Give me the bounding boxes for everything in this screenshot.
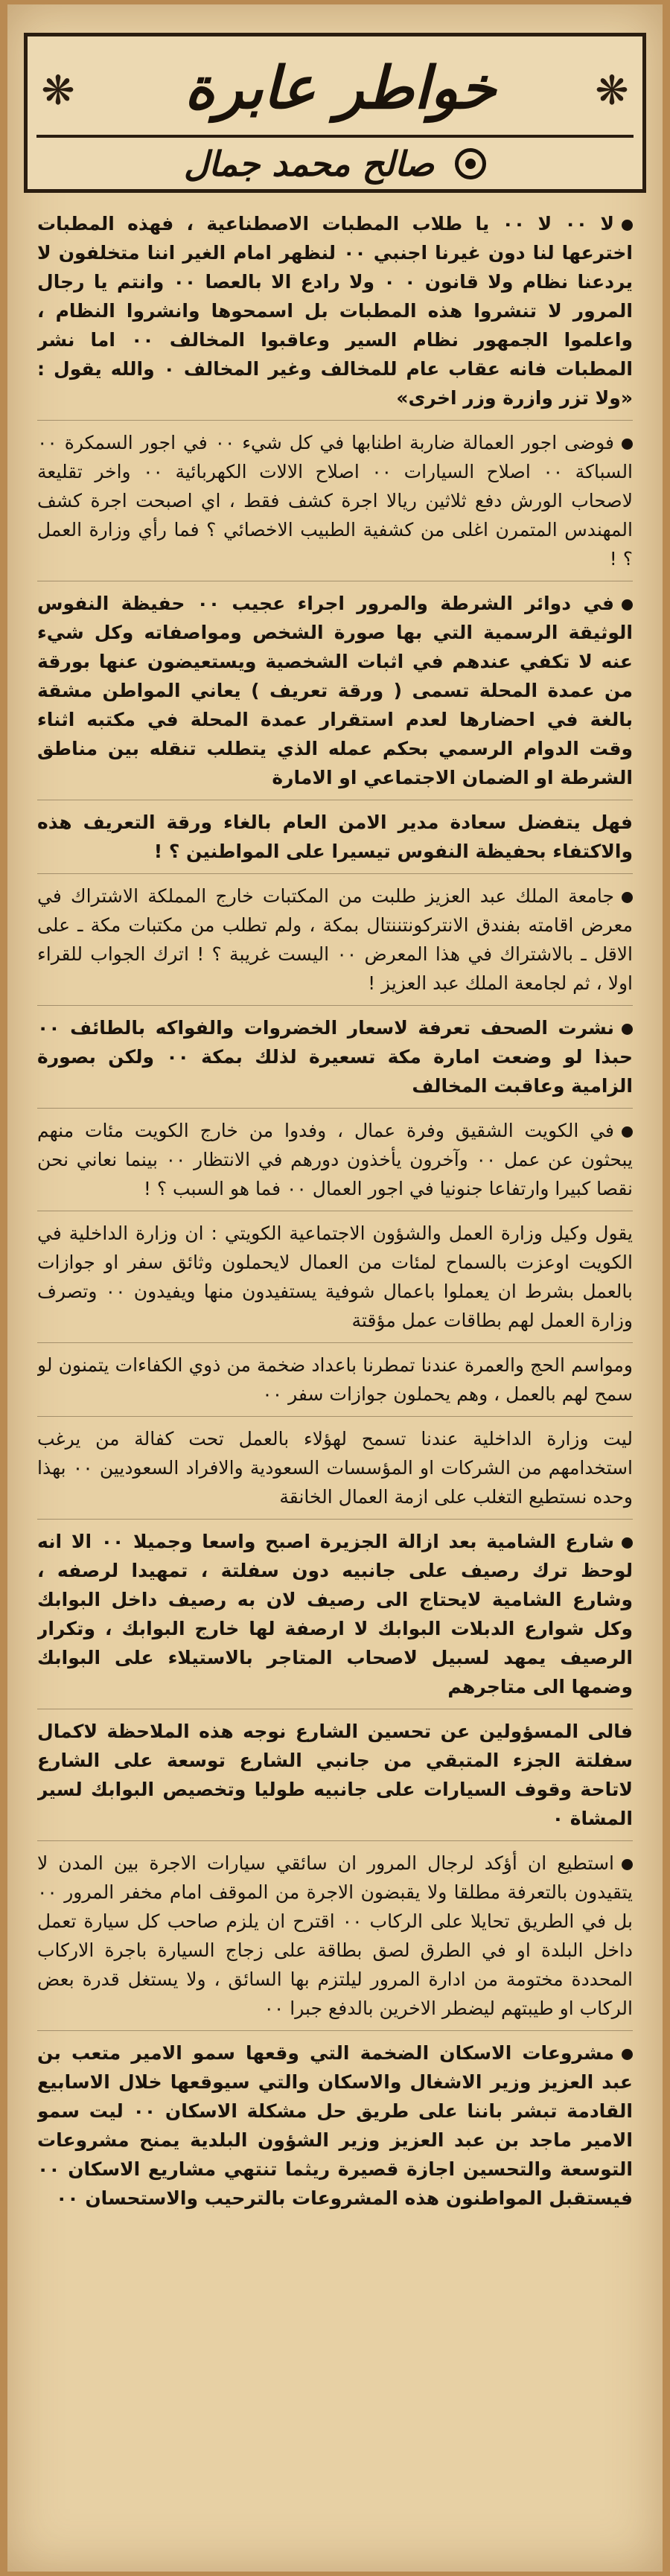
paragraph [37, 428, 633, 573]
article-body [37, 209, 633, 2540]
bullet-icon [622, 220, 633, 231]
paragraph-text: شارع الشامية بعد ازالة الجزيرة اصبح واسعا وجميلا ٠٠ الا انه لوحظ ترك رصيف على جانبيه دون سفلتة ، تمهيدا لرصفه ، وشارع الشامية لايحتاج الى رصيف لان به رصيف داخل البوابك وكل شوارع الدبلات البوابك لا ارصفة لها خارج البوابك ، وتكرار الرصيف يمهد لسبيل لاصحاب المتاجر بالاستيلاء على البوابك وضمها الى متاجرهم [37, 1531, 633, 1697]
title-box [87, 44, 593, 133]
paragraph-text: فوضى اجور العمالة ضاربة اطنابها في كل شيء ٠٠ في اجور السمكرة ٠٠ السباكة ٠٠ اصلاح السيارات ٠٠ اصلاح الالات الكهربائية ٠٠ واخر تقليعة لاصحاب الورش دفع ثلاثين ريالا اجرة كشف فقط ، اي اصبحت اجرة كشف المهندس المتمرن اغلى من كشفية الطبيب الاخصائي ؟ فما رأي وزارة العمل ؟ ! [37, 432, 633, 570]
paragraph [37, 1527, 633, 1701]
bullet-icon [622, 1024, 633, 1035]
paragraph-text: يقول وكيل وزارة العمل والشؤون الاجتماعية الكويتي : ان وزارة الداخلية في الكويت اوعزت بالسماح لمئات من العمال لايحملون وثائق سفر او جوازات بالعمل بشرط ان يعملوا باعمال شوفية يستفيدون منها ويفيدون ٠٠ وتصرف وزارة العمل لهم بطاقات عمل مؤقتة [37, 1222, 633, 1331]
paragraph-separator [37, 1005, 633, 1006]
ornament-icon: ❋ [595, 67, 629, 114]
author-name: صالح محمد جمال [183, 144, 435, 184]
header-divider [36, 135, 634, 138]
paragraph-text: جامعة الملك عبد العزيز طلبت من المكتبات خارج المملكة الاشتراك في معرض اقامته بفندق الانتركونتننتال بمكة ، ولم تطلب من مكتبات مكة ـ على الاقل ـ بالاشتراك في هذا المعرض ٠٠ اليست غريبة ؟ ! اترك الجواب للقراء اولا ، ثم لجامعة الملك عبد العزيز ! [37, 885, 633, 994]
paragraph-separator [37, 873, 633, 874]
paragraph [37, 1116, 633, 1203]
bullet-icon [622, 439, 633, 450]
paragraph-separator [37, 1108, 633, 1109]
paragraph-separator [37, 1342, 633, 1343]
paragraph [37, 1849, 633, 2023]
bullet-icon [622, 1126, 633, 1138]
column-header [24, 33, 646, 193]
paragraph-separator [37, 1416, 633, 1417]
paragraph [37, 1424, 633, 1511]
paragraph-text: مشروعات الاسكان الضخمة التي وقعها سمو الامير متعب بن عبد العزيز وزير الاشغال والاسكان والتي سيوقعها خلال الاسابيع القادمة تبشر باننا على طريق حل مشكلة الاسكان ٠٠ ليت سمو الامير ماجد بن عبد العزيز وزير الشؤون البلدية يمنح مشروعات التوسعة والتحسين اجازة قصيرة ريثما تنتهي مشاريع الاسكان ٠٠ فيستقبل المواطنون هذه المشروعات بالترحيب والاستحسان ٠٠ [37, 2042, 633, 2209]
paragraph [37, 808, 633, 866]
paragraph-separator [37, 1840, 633, 1841]
paragraph-text: نشرت الصحف تعرفة لاسعار الخضروات والفواكه بالطائف ٠٠ حبذا لو وضعت امارة مكة تسعيرة لذلك بمكة ٠٠ ولكن بصورة الزامية وعاقبت المخالف [37, 1017, 633, 1097]
paragraph [37, 1351, 633, 1409]
newspaper-clipping [7, 4, 663, 2572]
paragraph-text: لا ٠٠ لا ٠٠ يا طلاب المطبات الاصطناعية ، فهذه المطبات اخترعها لنا دون غيرنا اجنبي ٠٠ لنظهر امام الغير اننا متخلفون لا يردعنا نظام ولا قانون ٠ ٠ ولا رادع الا بالعصا ٠٠ وانتم يا رجال المرور لا تنشروا هذه المطبات بل اسمحوها وانشروا النظام ، واعلموا الجمهور نظام السير وعاقبوا المخالف ٠٠ اما نشر المطبات فانه عقاب عام للمخالف وغير المخالف ٠ والله يقول : «ولا تزر وازرة وزر اخرى» [37, 213, 633, 409]
paragraph-text: ومواسم الحج والعمرة عندنا تمطرنا باعداد ضخمة من ذوي الكفاءات يتمنون لو سمح لهم بالعمل ، وهم يحملون جوازات سفر ٠٠ [37, 1354, 633, 1405]
paragraph [37, 1013, 633, 1100]
paragraph-text: في الكويت الشقيق وفرة عمال ، وفدوا من خارج الكويت مئات منهم يبحثون عن عمل ٠٠ وآخرون يأخذون دورهم في الانتظار ٠٠ بينما نعاني نحن نقصا كبيرا وارتفاعا جنونيا في اجور العمال ٠٠ فما هو السبب ؟ ! [37, 1120, 633, 1199]
column-title: خواطر عابرة [184, 55, 497, 122]
paragraph-text: ليت وزارة الداخلية عندنا تسمح لهؤلاء بالعمل تحت كفالة من يرغب استخدامهم من الشركات او المؤسسات السعودية والافراد السعوديين ٠٠ بهذا وحده نستطيع التغلب على ازمة العمال الخانقة [37, 1428, 633, 1508]
paragraph [37, 209, 633, 412]
paragraph [37, 881, 633, 998]
paragraph [37, 1717, 633, 1833]
paragraph [37, 1219, 633, 1335]
paragraph-text: فهل يتفضل سعادة مدير الامن العام بالغاء ورقة التعريف هذه والاكتفاء بحفيظة النفوس تيسيرا على المواطنين ؟ ! [37, 812, 633, 862]
byline [28, 141, 642, 187]
bullet-icon [622, 599, 633, 610]
paragraph-text: استطيع ان أؤكد لرجال المرور ان سائقي سيارات الاجرة بين المدن لا يتقيدون بالتعرفة مطلقا ولا يقبضون الاجرة من الموقف امام مخفر المرور ٠٠ بل في الطريق تحايلا على الركاب ٠٠ اقترح ان يلزم صاحب كل سيارة تعمل داخل البلدة او في الطرق لصق بطاقة على زجاج السيارة باجرة الاركاب المحددة مختومة من ادارة المرور ليلتزم بها السائق ، ولا يستغل قدرة بعض الركاب او طيبتهم ليضطر الاخرين بالدفع جبرا ٠٠ [37, 1852, 633, 2019]
bullet-icon [622, 2049, 633, 2060]
bullet-icon [622, 1859, 633, 1870]
paragraph [37, 589, 633, 792]
paragraph-separator [37, 1519, 633, 1520]
ornament-icon: ❋ [41, 67, 75, 114]
emblem-icon [455, 148, 486, 179]
paragraph-text: فالى المسؤولين عن تحسين الشارع نوجه هذه الملاحظة لاكمال سفلتة الجزء المتبقي من جانبي الشارع توسعة على الشارع لاتاحة وقوف السيارات على جانبيه طوليا وتخصيص البوابك لسير المشاة ٠ [37, 1721, 633, 1829]
bullet-icon [622, 1537, 633, 1549]
paragraph-text: في دوائر الشرطة والمرور اجراء عجيب ٠٠ حفيظة النفوس الوثيقة الرسمية التي بها صورة الشخص ومواصفاته وكل شيء عنه لا تكفي عندهم في اثبات الشخصية ويستعيضون عنها بورقة من عمدة المحلة تسمى ( ورقة تعريف ) يعاني المواطن مشقة بالغة في احضارها لعدم استقرار عمدة المحلة في مكتبه اثناء وقت الدوام الرسمي بحكم عمله الذي يتطلب تنقله بين مناطق الشرطة او الضمان الاجتماعي او الامارة [37, 593, 633, 788]
paragraph-separator [37, 2030, 633, 2031]
paragraph-separator [37, 420, 633, 421]
bullet-icon [622, 892, 633, 903]
paragraph [37, 2038, 633, 2213]
